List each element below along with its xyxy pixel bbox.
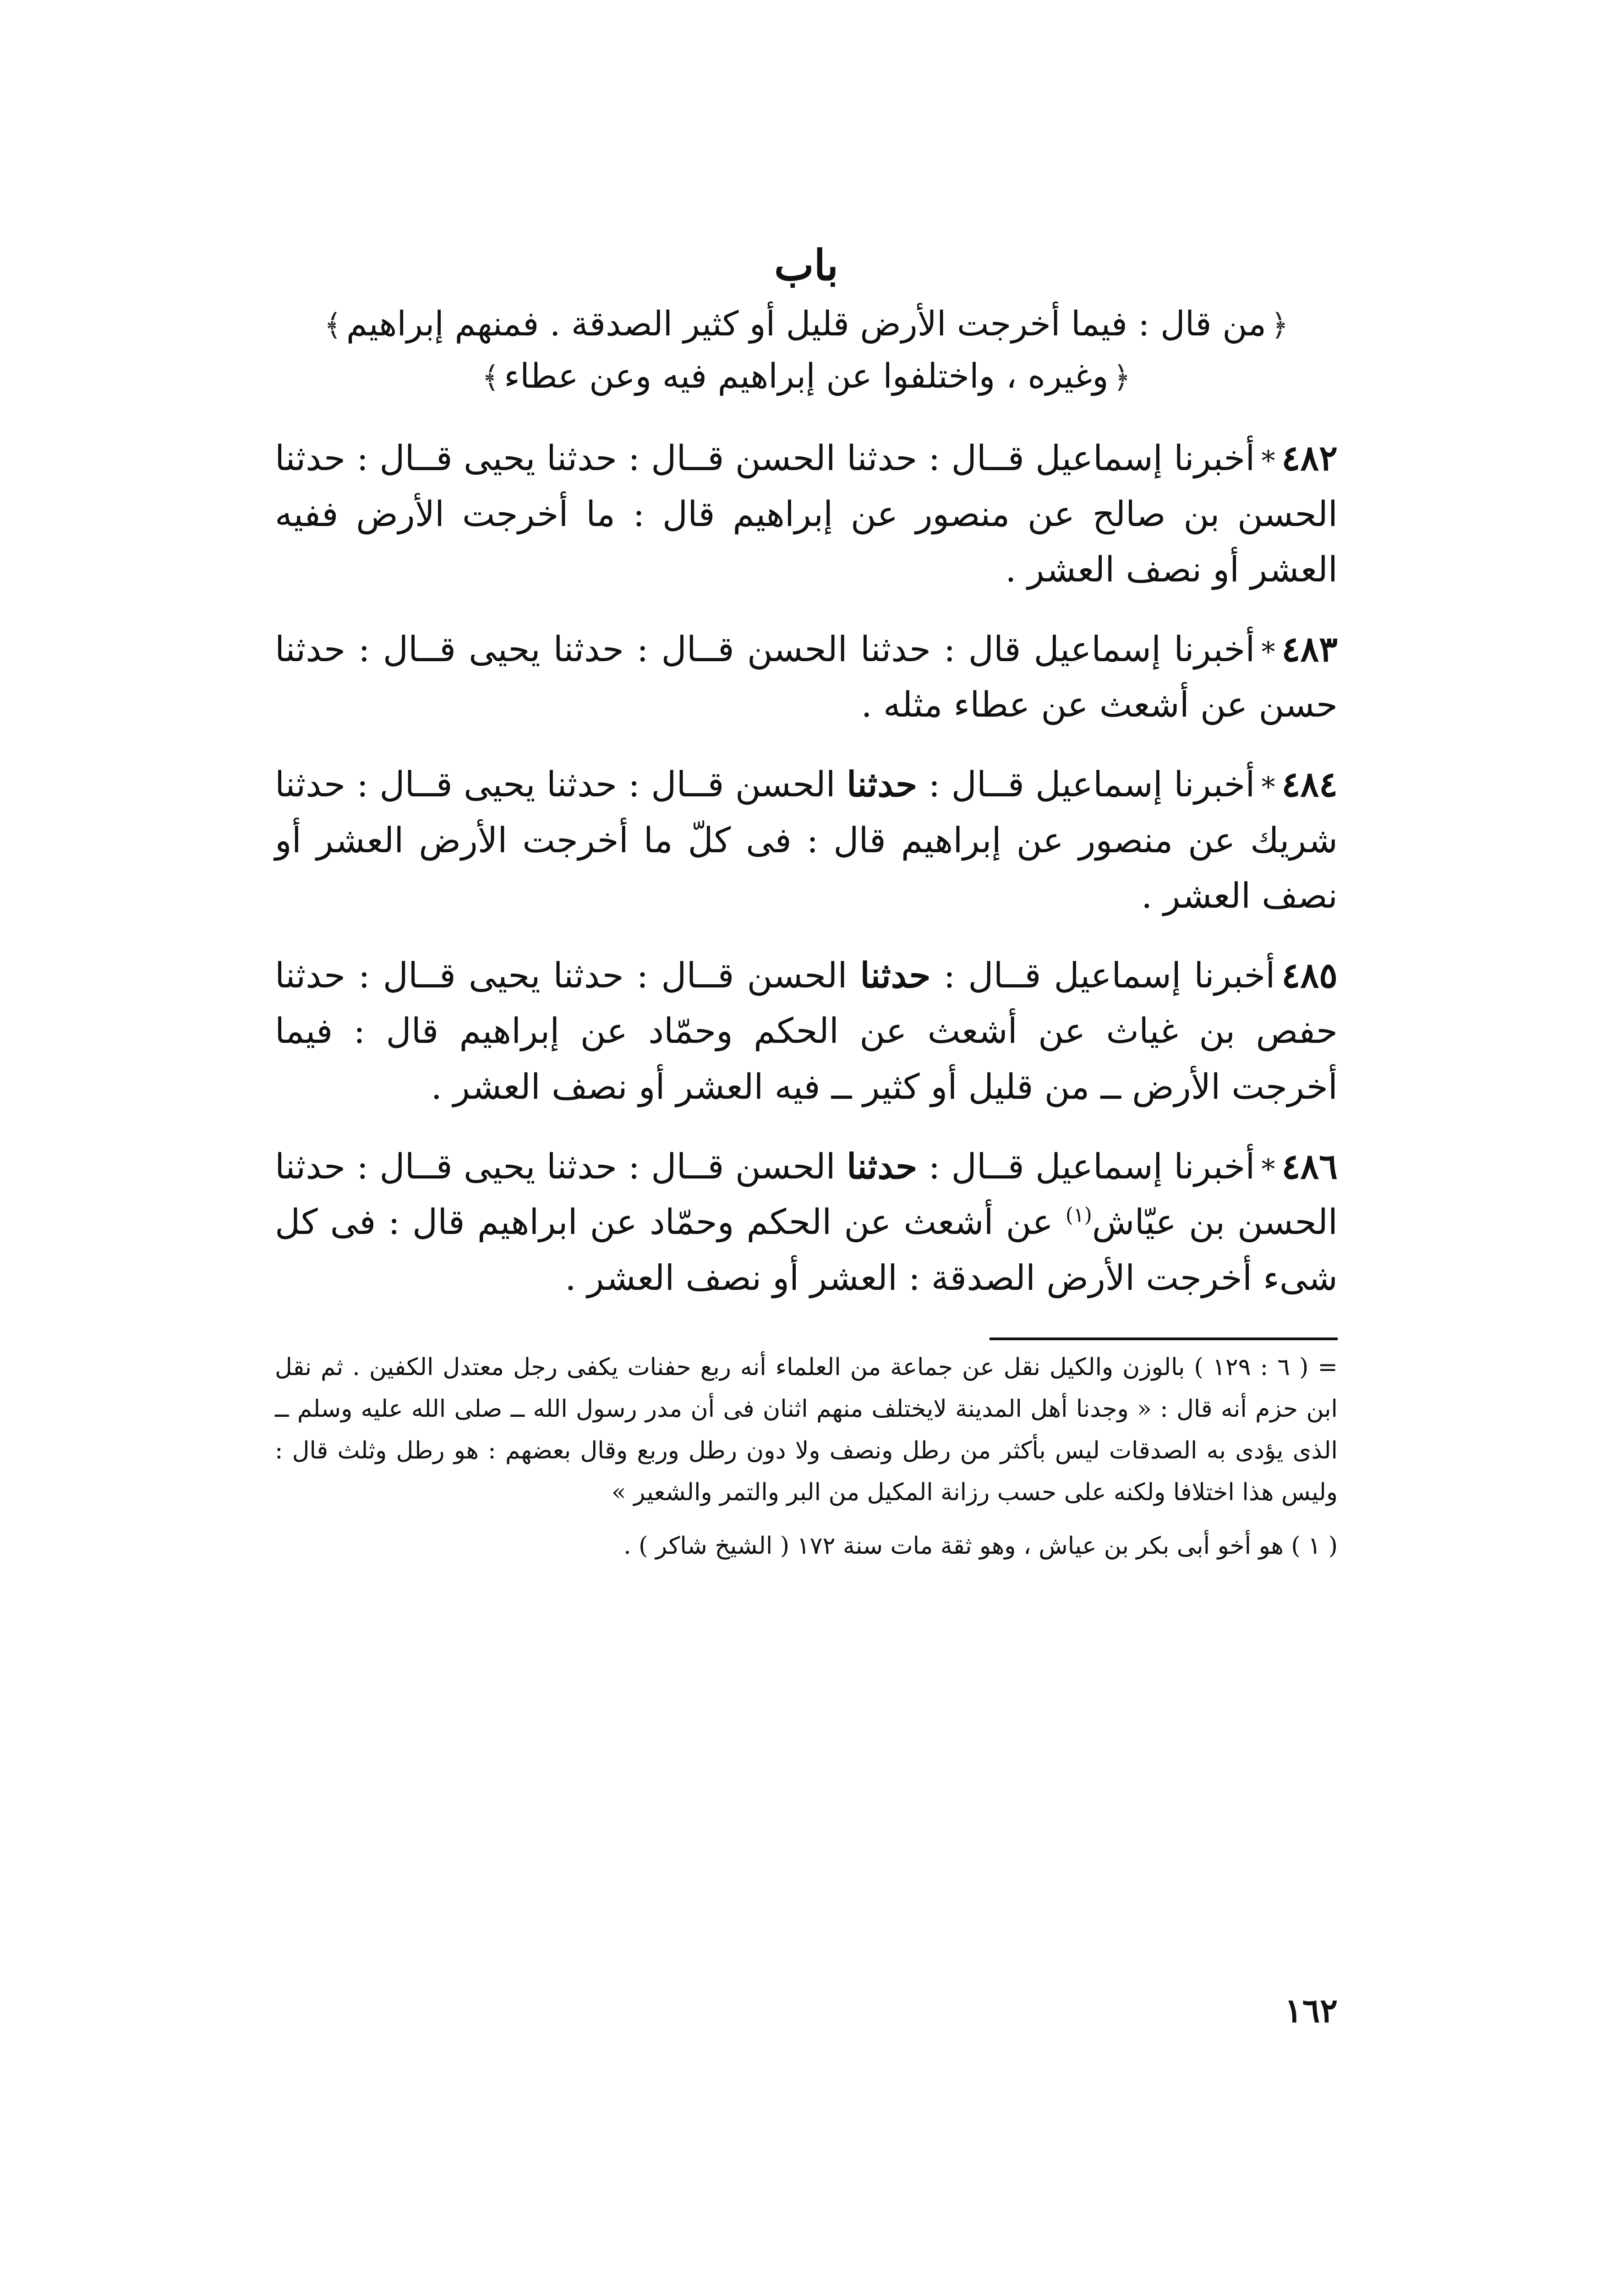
chapter-heading: باب xyxy=(774,241,839,290)
hadith-text: أخبرنا إسماعيل قال : حدثنا الحسن قــال : حدثنا يحيى قــال : حدثنا حسن عن أشعث عن عطاء مثله . xyxy=(275,628,1338,725)
star-icon: * xyxy=(1261,1153,1275,1185)
hadith-bold-word: حدثنا xyxy=(847,1146,918,1187)
hadith-485 xyxy=(275,948,1338,1115)
hadith-text-cont: الحسن قــال : حدثنا يحيى قــال : حدثنا حفص بن غياث عن أشعث عن الحكم وحمّاد عن إبراهيم قال : فيما أخرجت الأرض ــ من قليل أو كثير ــ فيه العشر أو نصف العشر . xyxy=(275,954,1338,1107)
hadith-text: أخبرنا إسماعيل قــال : xyxy=(943,954,1275,996)
star-icon: * xyxy=(1261,771,1275,803)
hadith-number: ٤٨٥ xyxy=(1281,954,1338,996)
footnote-continuation: = ( ٦ : ١٢٩ ) بالوزن والكيل نقل عن جماعة من العلماء أنه ربع حفنات يكفى رجل معتدل الكفين . ثم نقل ابن حزم أنه قال : « وجدنا أهل المدينة لايختلف منهم اثنان فى أن مدر رسول الله ــ صلى الله عليه وسلم ــ الذى يؤدى به الصدقات ليس بأكثر من رطل ونصف ولا دون رطل وربع وقال بعضهم : هو رطل وثلث قال : وليس هذا اختلافا ولكنه على حسب رزانة المكيل من البر والتمر والشعير » xyxy=(275,1354,1338,1507)
hadith-484 xyxy=(275,756,1338,924)
footnotes xyxy=(275,1337,1338,1567)
hadith-486 xyxy=(275,1139,1338,1306)
hadith-bold-word: حدثنا xyxy=(847,763,918,805)
hadith-text-cont: عن أشعث عن الحكم وحمّاد عن ابراهيم قال : فى كل شىء أخرجت الأرض الصدقة : العشر أو نصف العشر . xyxy=(275,1201,1338,1298)
star-icon: * xyxy=(1261,444,1275,477)
footnote-1: ( ١ ) هو أخو أبى بكر بن عياش ، وهو ثقة مات سنة ١٧٢ ( الشيخ شاكر ) . xyxy=(623,1532,1338,1560)
hadith-number: ٤٨٣ xyxy=(1281,628,1338,669)
hadith-text: أخبرنا إسماعيل قــال : حدثنا الحسن قــال : حدثنا يحيى قــال : حدثنا الحسن بن صالح عن منصور عن إبراهيم قال : ما أخرجت الأرض ففيه العشر أو نصف العشر . xyxy=(275,437,1338,590)
chapter-title-text-1: من قال : فيما أخرجت الأرض قليل أو كثير الصدقة . فمنهم إبراهيم xyxy=(346,304,1267,344)
hadith-482 xyxy=(275,430,1338,597)
chapter-title xyxy=(275,298,1338,403)
hadith-483 xyxy=(275,621,1338,733)
chapter-title-line-1 xyxy=(275,298,1338,351)
chapter-title-line-2 xyxy=(275,350,1338,403)
page-content xyxy=(275,238,1338,2186)
ornament-open-icon: ﴿ xyxy=(1271,307,1289,343)
hadith-text-mid: الحسن قــال : حدثنا يحيى قــال : حدثنا الحسن بن عيّاش xyxy=(275,1146,1338,1243)
hadith-number: ٤٨٢ xyxy=(1281,437,1338,478)
footnote-divider xyxy=(990,1337,1338,1340)
hadith-number: ٤٨٦ xyxy=(1281,1146,1338,1187)
ornament-close-icon: ﴾ xyxy=(481,360,500,395)
hadith-bold-word: حدثنا xyxy=(860,954,931,996)
hadith-number: ٤٨٤ xyxy=(1281,763,1338,805)
hadith-text: أخبرنا إسماعيل قــال : xyxy=(928,1146,1255,1187)
ornament-open-icon: ﴿ xyxy=(1113,360,1131,395)
ornament-close-icon: ﴾ xyxy=(324,307,342,343)
page-number: ١٦٢ xyxy=(1284,1991,1338,2030)
chapter-title-text-2: وغيره ، واختلفوا عن إبراهيم فيه وعن عطاء xyxy=(504,356,1109,396)
hadith-text: أخبرنا إسماعيل قــال : xyxy=(928,763,1255,805)
star-icon: * xyxy=(1261,636,1275,668)
footnote-marker[interactable]: (١) xyxy=(1065,1203,1092,1227)
hadith-text-cont: الحسن قــال : حدثنا يحيى قــال : حدثنا شريك عن منصور عن إبراهيم قال : فى كلّ ما أخرجت الأرض العشر أو نصف العشر . xyxy=(275,763,1338,916)
